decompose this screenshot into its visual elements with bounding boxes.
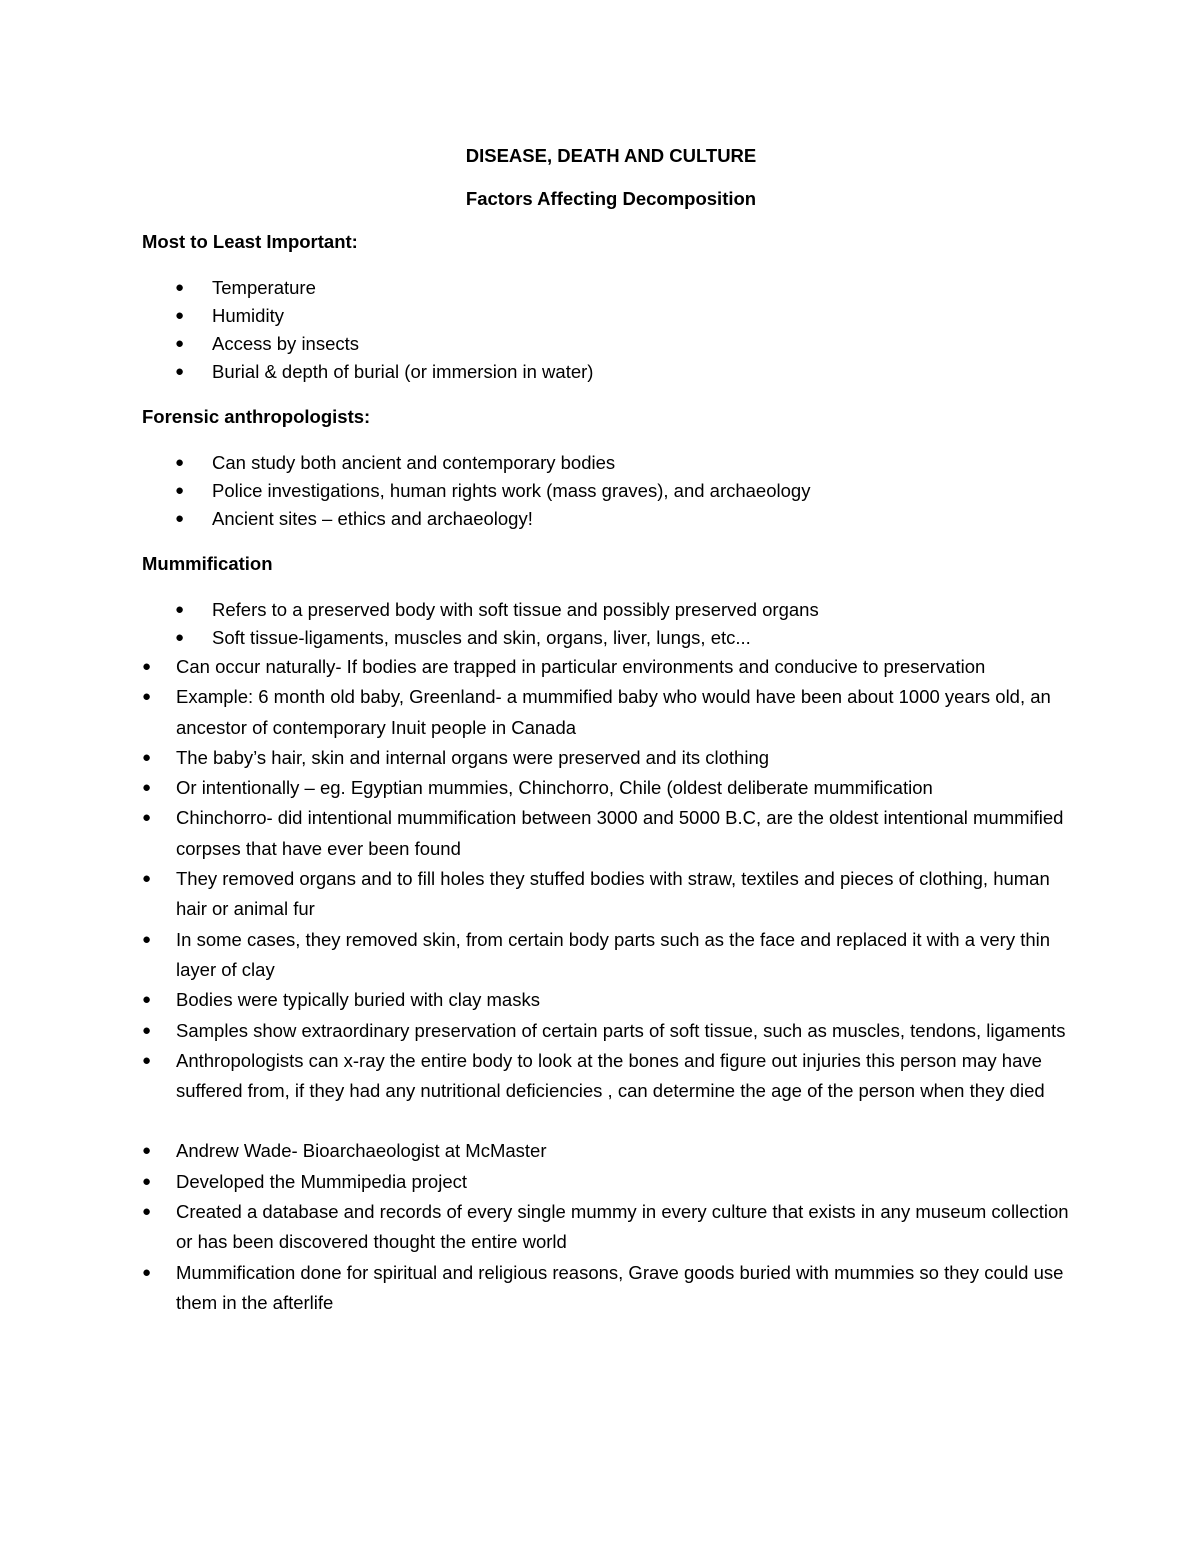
importance-list [142,274,1080,386]
mummification-inner-list [142,596,1080,652]
bullet-icon: ● [175,307,185,324]
list-item: ● Can study both ancient and contemporary bodies [142,449,1080,477]
list-item: ● Refers to a preserved body with soft tissue and possibly preserved organs [142,596,1080,624]
bullet-icon: ● [175,279,185,296]
bullet-icon: ● [142,1172,152,1190]
list-item: ● Burial & depth of burial (or immersion in water) [142,358,1080,386]
list-item: ● In some cases, they removed skin, from certain body parts such as the face and replaced it with a very thin layer of clay [142,925,1080,986]
list-item: ● The baby’s hair, skin and internal organs were preserved and its clothing [142,743,1080,773]
bullet-icon: ● [175,629,185,646]
bullet-icon: ● [142,930,152,948]
list-item: ● Example: 6 month old baby, Greenland- a mummified baby who would have been about 1000 years old, an ancestor of contemporary Inuit people in Canada [142,682,1080,743]
forensic-list [142,449,1080,533]
list-item: ● Developed the Mummipedia project [142,1167,1080,1197]
list-item: ● Anthropologists can x-ray the entire body to look at the bones and figure out injuries this person may have suffered from, if they had any nutritional deficiencies , can determine the age of the person when they died [142,1046,1080,1107]
bullet-icon: ● [175,454,185,471]
section-heading-forensic: Forensic anthropologists: [142,406,371,427]
list-item: ● Mummification done for spiritual and religious reasons, Grave goods buried with mummies so they could use them in the afterlife [142,1258,1080,1319]
mummification-outer-list [142,652,1080,1106]
bullet-icon: ● [142,1203,152,1221]
list-item: ● Samples show extraordinary preservation of certain parts of soft tissue, such as muscles, tendons, ligaments [142,1016,1080,1046]
bullet-icon: ● [142,1051,152,1069]
list-item: ● Temperature [142,274,1080,302]
list-item: ● Created a database and records of every single mummy in every culture that exists in any museum collection or has been discovered thought the entire world [142,1197,1080,1258]
bullet-icon: ● [175,482,185,499]
section-heading-mummification: Mummification [142,553,273,574]
list-item: ● Access by insects [142,330,1080,358]
bullet-icon: ● [175,601,185,618]
bullet-icon: ● [142,779,152,797]
paragraph-gap [142,1106,1080,1136]
bullet-icon: ● [142,658,152,675]
document-title: DISEASE, DEATH AND CULTURE [465,145,757,166]
bullet-icon: ● [142,991,152,1009]
list-item: ● Or intentionally – eg. Egyptian mummies, Chinchorro, Chile (oldest deliberate mummification [142,773,1080,803]
list-item: ● Ancient sites – ethics and archaeology! [142,505,1080,533]
list-item: ● Bodies were typically buried with clay masks [142,985,1080,1015]
mummification-outer-list-2 [142,1136,1080,1318]
bullet-icon: ● [175,510,185,527]
bullet-icon: ● [142,748,152,766]
list-item: ● Andrew Wade- Bioarchaeologist at McMaster [142,1136,1080,1166]
document-subtitle: Factors Affecting Decomposition [465,188,757,209]
bullet-icon: ● [142,870,152,888]
bullet-icon: ● [142,688,152,706]
list-item: ● Chinchorro- did intentional mummification between 3000 and 5000 B.C, are the oldest intentional mummified corpses that have ever been found [142,803,1080,864]
section-heading-importance: Most to Least Important: [142,231,358,252]
list-item: ● Soft tissue-ligaments, muscles and skin, organs, liver, lungs, etc... [142,624,1080,652]
bullet-icon: ● [142,1263,152,1281]
list-item: ● Can occur naturally- If bodies are trapped in particular environments and conducive to preservation [142,652,1080,682]
bullet-icon: ● [175,363,185,380]
bullet-icon: ● [142,1021,152,1039]
bullet-icon: ● [142,1142,152,1160]
bullet-icon: ● [142,809,152,827]
list-item: ● Humidity [142,302,1080,330]
list-item: ● They removed organs and to fill holes they stuffed bodies with straw, textiles and pieces of clothing, human hair or animal fur [142,864,1080,925]
bullet-icon: ● [175,335,185,352]
list-item: ● Police investigations, human rights work (mass graves), and archaeology [142,477,1080,505]
